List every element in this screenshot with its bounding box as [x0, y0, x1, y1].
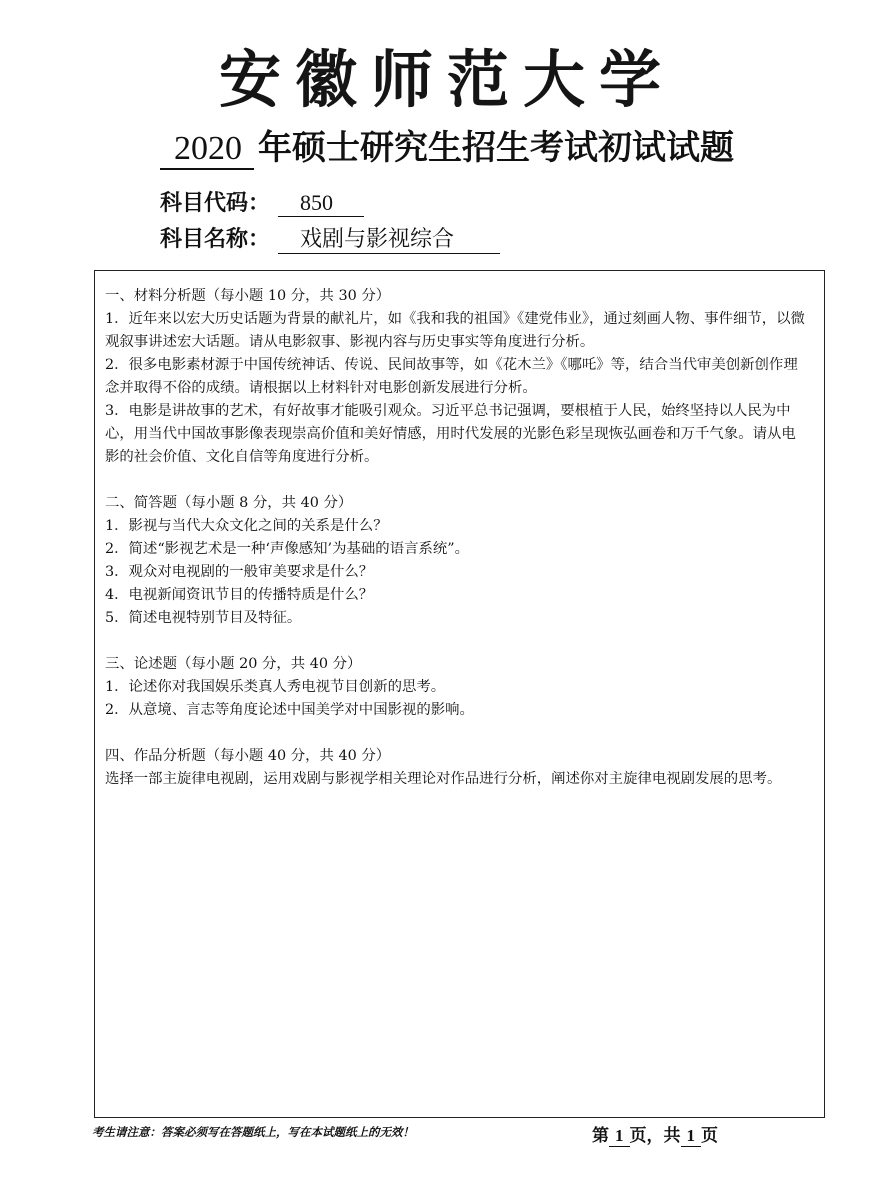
page-middle: 页，共 — [629, 1126, 681, 1146]
section-heading: 一、材料分析题（每小题 10 分，共 30 分） — [105, 288, 391, 304]
page-suffix: 页 — [701, 1126, 718, 1146]
question-item: 1．影视与当代大众文化之间的关系是什么？ — [105, 518, 388, 534]
question-item: 1．近年来以宏大历史话题为背景的献礼片，如《我和我的祖国》《建党伟业》，通过刻画人物、事件细节，以微观叙事讲述宏大话题。请从电影叙事、影视内容与历史事实等角度进行分析。 — [105, 311, 805, 350]
question-item: 1．论述你对我国娱乐类真人秀电视节目创新的思考。 — [105, 679, 446, 695]
question-item: 选择一部主旋律电视剧，运用戏剧与影视学相关理论对作品进行分析，阐述你对主旋律电视剧发展的思考。 — [105, 771, 782, 787]
question-item: 2．简述“影视艺术是一种‘声像感知’为基础的语言系统”。 — [105, 541, 470, 557]
subject-name-value: 戏剧与影视综合 — [278, 222, 500, 254]
section-essay — [105, 653, 810, 722]
exam-year: 2020 — [160, 130, 254, 170]
candidate-notice: 考生请注意：答案必须写在答题纸上，写在本试题纸上的无效！ — [92, 1125, 414, 1139]
page-total: 1 — [681, 1126, 702, 1147]
section-heading: 三、论述题（每小题 20 分，共 40 分） — [105, 656, 362, 672]
section-heading: 二、简答题（每小题 8 分，共 40 分） — [105, 495, 353, 511]
subject-code-value: 850 — [278, 190, 364, 217]
page-current: 1 — [609, 1126, 630, 1147]
question-item: 5．简述电视特别节目及特征。 — [105, 610, 302, 626]
section-material-analysis — [105, 285, 810, 469]
subject-code-label: 科目代码： — [160, 190, 271, 216]
subject-code-line — [160, 186, 364, 217]
section-heading: 四、作品分析题（每小题 40 分，共 40 分） — [105, 748, 391, 764]
section-short-answer — [105, 492, 810, 630]
university-name: 安徽师范大学 — [218, 43, 675, 116]
subject-name-line — [160, 222, 500, 254]
section-work-analysis — [105, 745, 810, 791]
subject-name-label: 科目名称： — [160, 226, 271, 252]
question-item: 3．电影是讲故事的艺术，有好故事才能吸引观众。习近平总书记强调，要根植于人民，始终坚持以人民为中心，用当代中国故事影像表现崇高价值和美好情感，用时代发展的光影色彩呈现恢弘画卷和万千气象。请从电影的社会价值、文化自信等角度进行分析。 — [105, 403, 796, 465]
question-item: 2．很多电影素材源于中国传统神话、传说、民间故事等，如《花木兰》《哪吒》等，结合当代审美创新创作理念并取得不俗的成绩。请根据以上材料针对电影创新发展进行分析。 — [105, 357, 798, 396]
questions-box — [94, 270, 825, 1118]
page-prefix: 第 — [592, 1126, 609, 1146]
question-item: 3．观众对电视剧的一般审美要求是什么？ — [105, 564, 374, 580]
page-indicator — [592, 1121, 718, 1147]
exam-title — [0, 120, 894, 170]
question-item: 4．电视新闻资讯节目的传播特质是什么？ — [105, 587, 374, 603]
exam-title-text: 年硕士研究生招生考试初试试题 — [258, 128, 734, 168]
question-item: 2．从意境、言志等角度论述中国美学对中国影视的影响。 — [105, 702, 474, 718]
